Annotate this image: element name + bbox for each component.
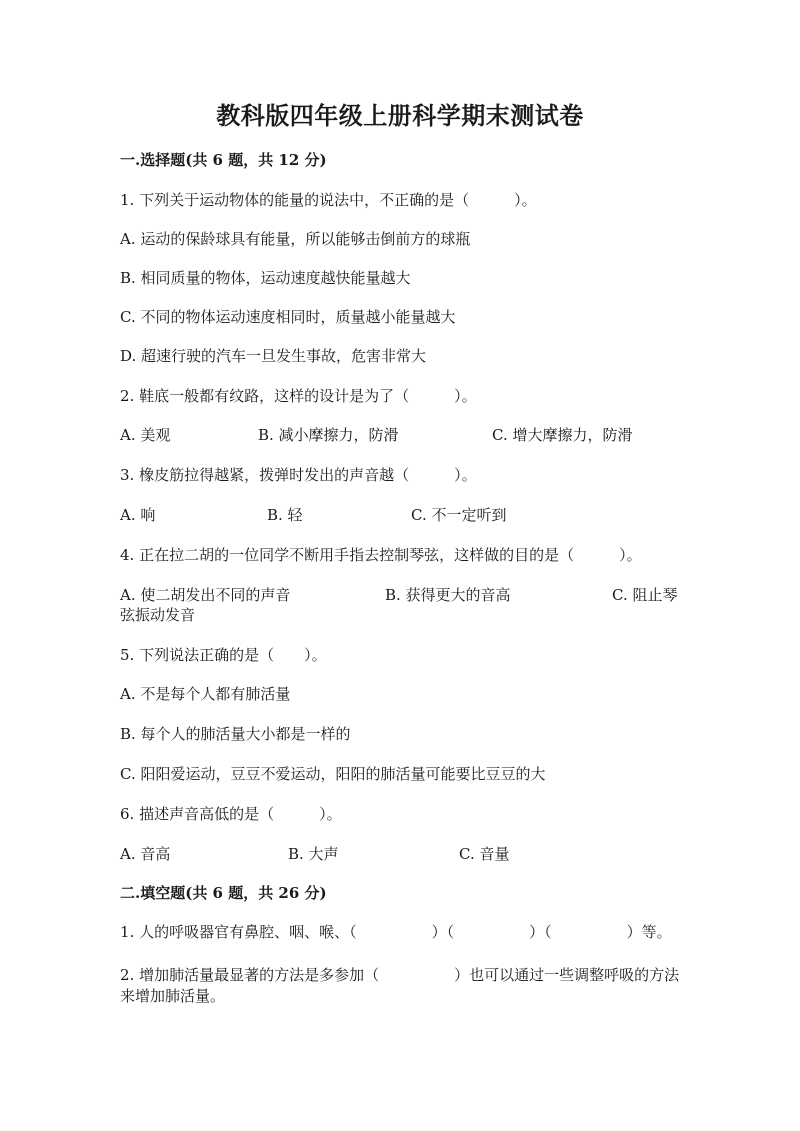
option-c: C. 不同的物体运动速度相同时，质量越小能量越大 xyxy=(120,308,456,326)
section-heading-fill: 二.填空题(共 6 题，共 26 分) xyxy=(120,884,327,902)
option-a: A. 音高 xyxy=(120,845,171,863)
option-b: B. 减小摩擦力，防滑 xyxy=(258,426,399,444)
option-c-continued: 弦振动发音 xyxy=(120,606,196,624)
option-c: C. 不一定听到 xyxy=(411,506,507,524)
question-stem: 1. 下列关于运动物体的能量的说法中，不正确的是（ ）。 xyxy=(120,191,537,209)
option-b: B. 大声 xyxy=(288,845,339,863)
option-c: C. 阳阳爱运动，豆豆不爱运动，阳阳的肺活量可能要比豆豆的大 xyxy=(120,765,546,783)
option-c: C. 音量 xyxy=(459,845,510,863)
option-a: A. 不是每个人都有肺活量 xyxy=(120,685,291,703)
question-stem: 3. 橡皮筋拉得越紧，拨弹时发出的声音越（ ）。 xyxy=(120,466,477,484)
option-a: A. 响 xyxy=(120,506,156,524)
option-d: D. 超速行驶的汽车一旦发生事故，危害非常大 xyxy=(120,347,427,365)
page-title: 教科版四年级上册科学期末测试卷 xyxy=(216,101,584,130)
option-b: B. 每个人的肺活量大小都是一样的 xyxy=(120,725,351,743)
option-b: B. 获得更大的音高 xyxy=(385,586,511,604)
option-a: A. 使二胡发出不同的声音 xyxy=(120,586,291,604)
fill-question: 1. 人的呼吸器官有鼻腔、咽、喉、（ ）（ ）（ ）等。 xyxy=(120,923,672,941)
option-a: A. 运动的保龄球具有能量，所以能够击倒前方的球瓶 xyxy=(120,230,471,248)
option-b: B. 相同质量的物体，运动速度越快能量越大 xyxy=(120,269,411,287)
option-b: B. 轻 xyxy=(267,506,303,524)
question-stem: 2. 鞋底一般都有纹路，这样的设计是为了（ ）。 xyxy=(120,387,477,405)
option-a: A. 美观 xyxy=(120,426,171,444)
section-heading-choice: 一.选择题(共 6 题，共 12 分) xyxy=(120,151,327,169)
option-c: C. 增大摩擦力，防滑 xyxy=(492,426,633,444)
question-stem: 4. 正在拉二胡的一位同学不断用手指去控制琴弦，这样做的目的是（ ）。 xyxy=(120,546,642,564)
question-stem: 5. 下列说法正确的是（ ）。 xyxy=(120,646,327,664)
fill-question: 2. 增加肺活量最显著的方法是多参加（ ）也可以通过一些调整呼吸的方法来增加肺活量。 xyxy=(120,966,680,1005)
option-c: C. 阻止琴 xyxy=(612,586,678,604)
question-stem: 6. 描述声音高低的是（ ）。 xyxy=(120,805,342,823)
